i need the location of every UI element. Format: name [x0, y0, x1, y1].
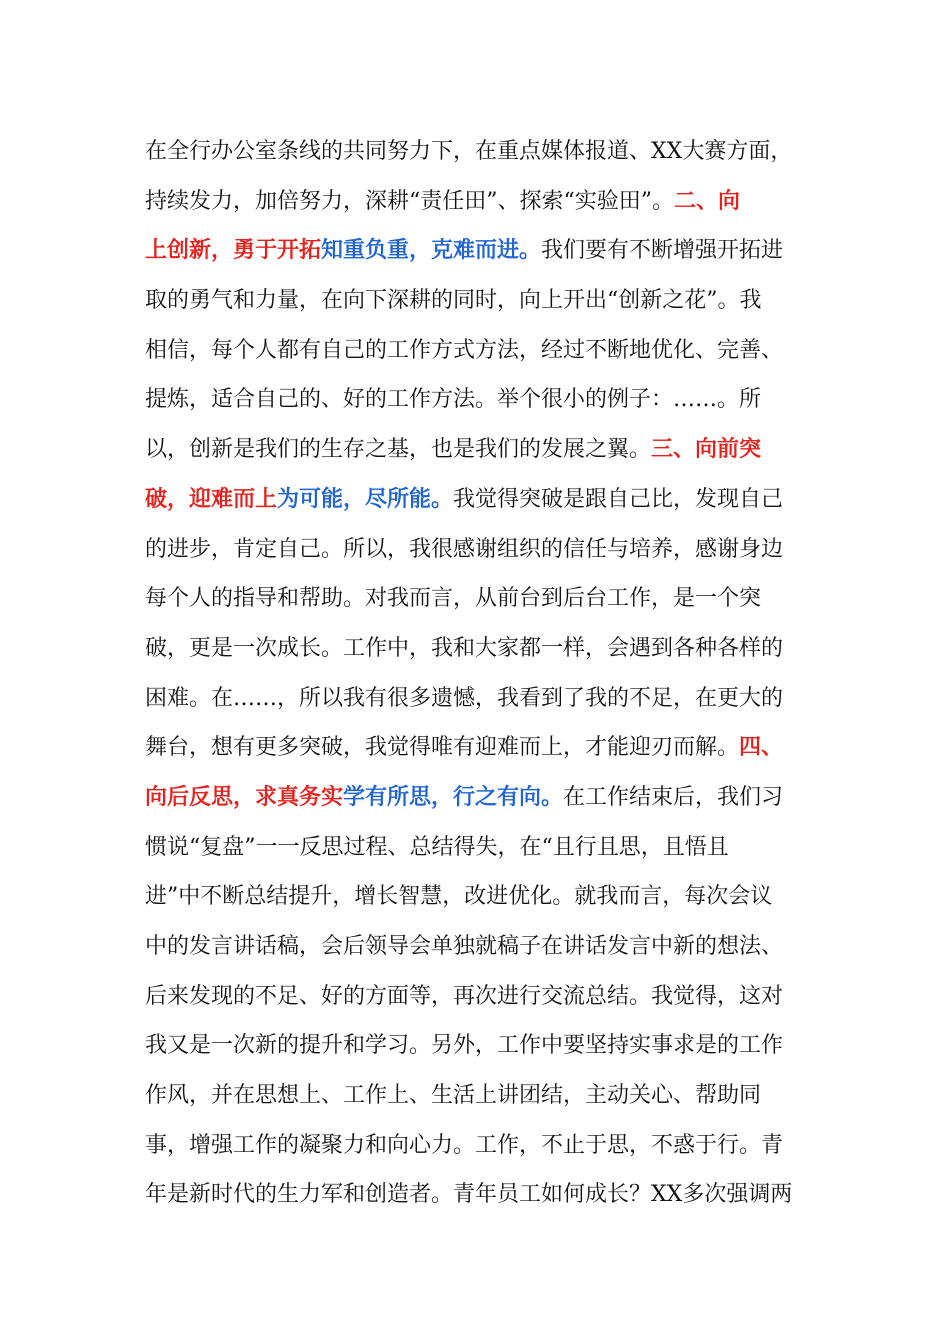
text-line: [145, 425, 809, 475]
body-text: 破，更是一次成长。工作中，我和大家都一样，会遇到各种各样的: [145, 635, 784, 661]
body-text: 我觉得突破是跟自己比，发现自己: [453, 486, 784, 512]
body-text: 相信，每个人都有自己的工作方式方法，经过不断地优化、完善、: [145, 337, 784, 363]
section-subheading-blue: 学有所思，行之有向。: [343, 783, 564, 810]
text-line: [145, 823, 809, 873]
body-text: 作风，并在思想上、工作上、生活上讲团结，主动关心、帮助同: [145, 1083, 762, 1109]
body-text: 的进步，肯定自己。所以，我很感谢组织的信任与培养，感谢身边: [145, 536, 784, 562]
text-line: [145, 127, 809, 177]
body-text: 每个人的指导和帮助。对我而言，从前台到后台工作，是一个突: [145, 586, 762, 612]
text-line: [145, 1021, 809, 1071]
body-text: 持续发力，加倍努力，深耕“责任田”、探索“实验田”。: [145, 188, 674, 214]
text-line: [145, 177, 809, 227]
body-text: 舞台，想有更多突破，我觉得唯有迎难而上，才能迎刃而解。: [145, 735, 740, 761]
body-text: 进”中不断总结提升，增长智慧，改进优化。就我而言，每次会议: [145, 884, 773, 910]
text-line: [145, 624, 809, 674]
body-text: 提炼，适合自己的、好的工作方法。举个很小的例子：……。所: [145, 387, 762, 413]
text-line: [145, 574, 809, 624]
body-text: 我又是一次新的提升和学习。另外，工作中要坚持实事求是的工作: [145, 1033, 784, 1059]
body-text: 我们要有不断增强开拓进: [541, 238, 784, 264]
text-line: [145, 226, 809, 276]
section-heading-red: 向后反思，求真务实: [145, 783, 344, 810]
text-line: [145, 525, 809, 575]
text-line: [145, 674, 809, 724]
text-line: [145, 1121, 809, 1171]
body-text: 在工作结束后，我们习: [563, 784, 784, 810]
text-line: [145, 326, 809, 376]
document-body: [145, 127, 809, 1220]
body-text: 以，创新是我们的生存之基，也是我们的发展之翼。: [145, 437, 652, 463]
section-subheading-blue: 知重负重，克难而进。: [321, 237, 542, 264]
section-heading-red: 四、: [739, 734, 784, 761]
body-text: 后来发现的不足、好的方面等，再次进行交流总结。我觉得，这对: [145, 983, 784, 1009]
body-text: 年是新时代的生力军和创造者。青年员工如何成长？XX多次强调两: [145, 1182, 793, 1208]
text-line: [145, 1071, 809, 1121]
text-line: [145, 475, 809, 525]
text-line: [145, 276, 809, 326]
text-line: [145, 972, 809, 1022]
section-heading-red: 二、向: [674, 187, 741, 214]
text-line: [145, 872, 809, 922]
section-heading-red: 三、向前突: [651, 436, 762, 463]
body-text: 困难。在……，所以我有很多遗憾，我看到了我的不足，在更大的: [145, 685, 784, 711]
text-line: [145, 723, 809, 773]
body-text: 取的勇气和力量，在向下深耕的同时，向上开出“创新之花”。我: [145, 288, 762, 314]
section-subheading-blue: 为可能，尽所能。: [277, 485, 454, 512]
body-text: 中的发言讲话稿，会后领导会单独就稿子在讲话发言中新的想法、: [145, 934, 784, 959]
section-heading-red: 破，迎难而上: [145, 485, 278, 512]
body-text: 惯说“复盘”一一反思过程、总结得失，在“且行且思，且悟且: [145, 834, 729, 860]
text-line: [145, 922, 809, 972]
text-line: [145, 773, 809, 823]
body-text: 事，增强工作的凝聚力和向心力。工作，不止于思，不惑于行。青: [145, 1132, 784, 1158]
section-heading-red: 上创新，勇于开拓: [145, 237, 322, 264]
text-line: [145, 1170, 809, 1220]
text-line: [145, 375, 809, 425]
body-text: 在全行办公室条线的共同努力下，在重点媒体报道、XX大赛方面，: [145, 139, 793, 164]
